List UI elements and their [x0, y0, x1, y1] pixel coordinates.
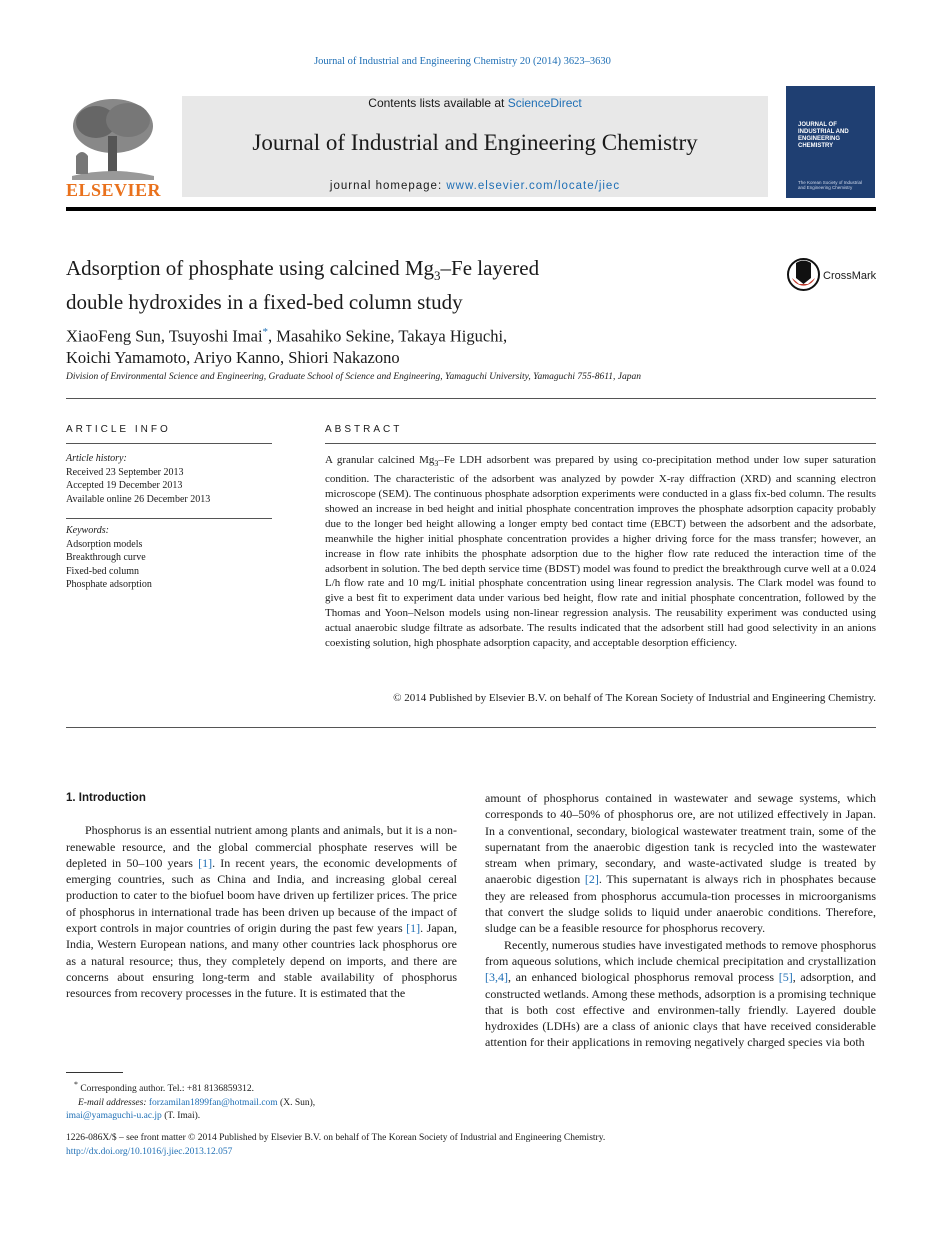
crossmark-label[interactable]: CrossMark [823, 270, 877, 282]
article-info-heading: ARTICLE INFO [66, 424, 171, 435]
citation-link[interactable]: [3,4] [485, 970, 508, 985]
history-item: Accepted 19 December 2013 [66, 480, 183, 491]
divider [325, 443, 876, 444]
keyword: Phosphate adsorption [66, 579, 152, 590]
publisher-logo-text: ELSEVIER [66, 180, 162, 200]
article-history: Article history: Received 23 September 2013 Accepted 19 December 2013 Available online 26 December 2013 [66, 452, 272, 506]
homepage-link[interactable]: www.elsevier.com/locate/jiec [446, 180, 621, 192]
paragraph: Phosphorus is an essential nutrient among plants and animals, but it is a non-renewable resource, and the global commercial phosphate reserves will be depleted in 50–100 years [1]. In recent years, the economic developments of emerging countries, such as China and India, and increasing global cereal production to cater to the biofuel boom have driven up fertilizer prices. The price of phosphorus in international trade has been driven up because of the impact of export controls in major countries of origin during the past few years [1]. Japan, India, Western European nations, and many other countries lack phosphorus ore as a natural resource; thus, they completely depend on imports, and there are concerns about ensuring long-term and stable availability of phosphorus resources from recovery processes in the future. It is estimated that the [66, 823, 457, 1001]
front-matter [66, 1132, 876, 1159]
footnote-divider [66, 1072, 123, 1073]
history-item: Received 23 September 2013 [66, 466, 184, 478]
journal-title: Journal of Industrial and Engineering Chemistry [252, 130, 698, 155]
contents-line: Contents lists available at ScienceDirect [368, 96, 582, 110]
affiliation: Division of Environmental Science and Engineering, Graduate School of Science and Engineering, Yamaguchi University, Yamaguchi 755-8611, Japan [66, 372, 642, 382]
history-item: Available online 26 December 2013 [66, 493, 211, 505]
issn-line: 1226-086X/$ – see front matter © 2014 Published by Elsevier B.V. on behalf of The Korean Society of Industrial and Engineering Chemistry. [66, 1133, 606, 1143]
crossmark-icon[interactable] [787, 258, 820, 291]
journal-reference[interactable]: Journal of Industrial and Engineering Chemistry 20 (2014) 3623–3630 [314, 56, 611, 67]
corresponding-author-marker[interactable]: * [262, 326, 269, 338]
keyword: Fixed-bed column [66, 565, 140, 577]
citation-link[interactable]: [1] [406, 921, 421, 936]
paragraph: Recently, numerous studies have investigated methods to remove phosphorus from aqueous solutions, which include chemical precipitation and crystallization [3,4], an enhanced biological phosphorus removal process [5], adsorption, and constructed wetlands. Among these methods, adsorption is a promising technique that is both cost effective and environmen-tally friendly. Layered double hydroxides (LDHs) are a class of anionic clays that have received considerable attention for their applications in removing negatively charged species via both [485, 937, 876, 1050]
keyword: Adsorption models [66, 538, 143, 550]
author-list: XiaoFeng Sun, Tsuyoshi Imai*, Masahiko Sekine, Takaya Higuchi, Koichi Yamamoto, Ariyo Kanno, Shiori Nakazono [66, 326, 508, 367]
keywords: Keywords: Adsorption models Breakthrough curve Fixed-bed column Phosphate adsorption [66, 524, 272, 592]
copyright-notice: © 2014 Published by Elsevier B.V. on behalf of The Korean Society of Industrial and Engineering Chemistry. [393, 692, 876, 704]
divider [66, 518, 272, 519]
homepage-line: journal homepage: www.elsevier.com/locate/jiec [329, 180, 621, 192]
citation-link[interactable]: [5] [778, 970, 793, 985]
keyword: Breakthrough curve [66, 552, 146, 563]
divider [66, 727, 876, 728]
journal-cover-image [786, 86, 875, 198]
citation-link[interactable]: [2] [584, 872, 599, 887]
article-title: Adsorption of phosphate using calcined $Mg_3-Fe$ layered double hydroxides in a fixed-bed column study [66, 256, 540, 315]
cover-title: JOURNAL OF INDUSTRIAL AND ENGINEERING CHEMISTRY [798, 122, 849, 149]
footnote: * Corresponding author. Tel.: +81 8136859312. E-mail addresses: forzamilan1899fan@hotmail.com (X. Sun), imai@yamaguchi-u.ac.jp (T. Imai). [66, 1080, 316, 1122]
left-column [66, 790, 457, 1002]
paragraph: amount of phosphorus contained in wastewater and sewage systems, which corresponds to 40–50% of phosphorus ore, are not utilized effectively in Japan. In a conventional, secondary, biological wastewater treatment train, some of the supernatant from the anaerobic digestion tank is recycled into the wastewater stream when primary, secondary, and waste-activated sludge is treated by anaerobic digestion [2]. This supernatant is always rich in phosphates because they are released from phosphorus accumula-tion processes in microorganisms that convert the sludge solids to liquid under anaerobic conditions. Therefore, sludge can be a feasible resource for phosphorus recovery. [485, 791, 877, 936]
right-column [485, 790, 876, 1051]
doi-link[interactable]: http://dx.doi.org/10.1016/j.jiec.2013.12.057 [66, 1146, 233, 1157]
abstract-heading: ABSTRACT [325, 424, 403, 435]
section-heading: 1. Introduction [66, 792, 146, 804]
sciencedirect-link[interactable]: ScienceDirect [507, 96, 582, 110]
email-link[interactable]: imai@yamaguchi-u.ac.jp [66, 1111, 162, 1122]
email-link[interactable]: forzamilan1899fan@hotmail.com [148, 1097, 278, 1108]
divider [66, 398, 876, 399]
cover-footer: The Korean Society of Industrial and Engineering Chemistry [798, 180, 863, 190]
divider [66, 443, 272, 444]
citation-link[interactable]: [1] [198, 855, 213, 870]
journal-banner [182, 96, 768, 197]
abstract-text: A granular calcined $Mg_3-Fe$ LDH adsorbent was prepared by using co-precipitation method under low super saturation condition. The characteristic of the adsorbent was analyzed by powder X-ray diffraction (XRD) and scanning electron microscope (SEM). The continuous phosphate adsorption experiments were conducted in a glass fix-bed column. The results showed an increase in bed height and initial phosphate concentration improves the phosphate adsorption capacity probably due to the longer bed height allowing a longer empty bed contact time (EBCT) between the adsorbent and the adsorbate, meanwhile the higher initial phosphate concentration provides a higher driving force for the mass transfer; however, an increase in flow rate inhibits the phosphate adsorption due to the higher flow rate reduced the interaction time of the adsorbent in solution. The bed depth service time (BDST) model was found to predict the breakthrough curve well at a 0.024 L/h flow rate and 10 mg/L initial phosphate concentration using linear regression analysis. The Clark model was found to give a best fit to experiment data under various bed height, flow rate and initial phosphate concentration, followed by the Thomas and Yoon–Nelson models using non-linear regression analysis. The reusability experiment was conducted using actual anaerobic sludge filtrate as adsorbate. The results indicated that the adsorbent still had good selectivity in an anions coexisting solution, high phosphate adsorption capacity, and acceptable desorption efficiency. [325, 454, 876, 650]
header-divider [66, 207, 876, 211]
